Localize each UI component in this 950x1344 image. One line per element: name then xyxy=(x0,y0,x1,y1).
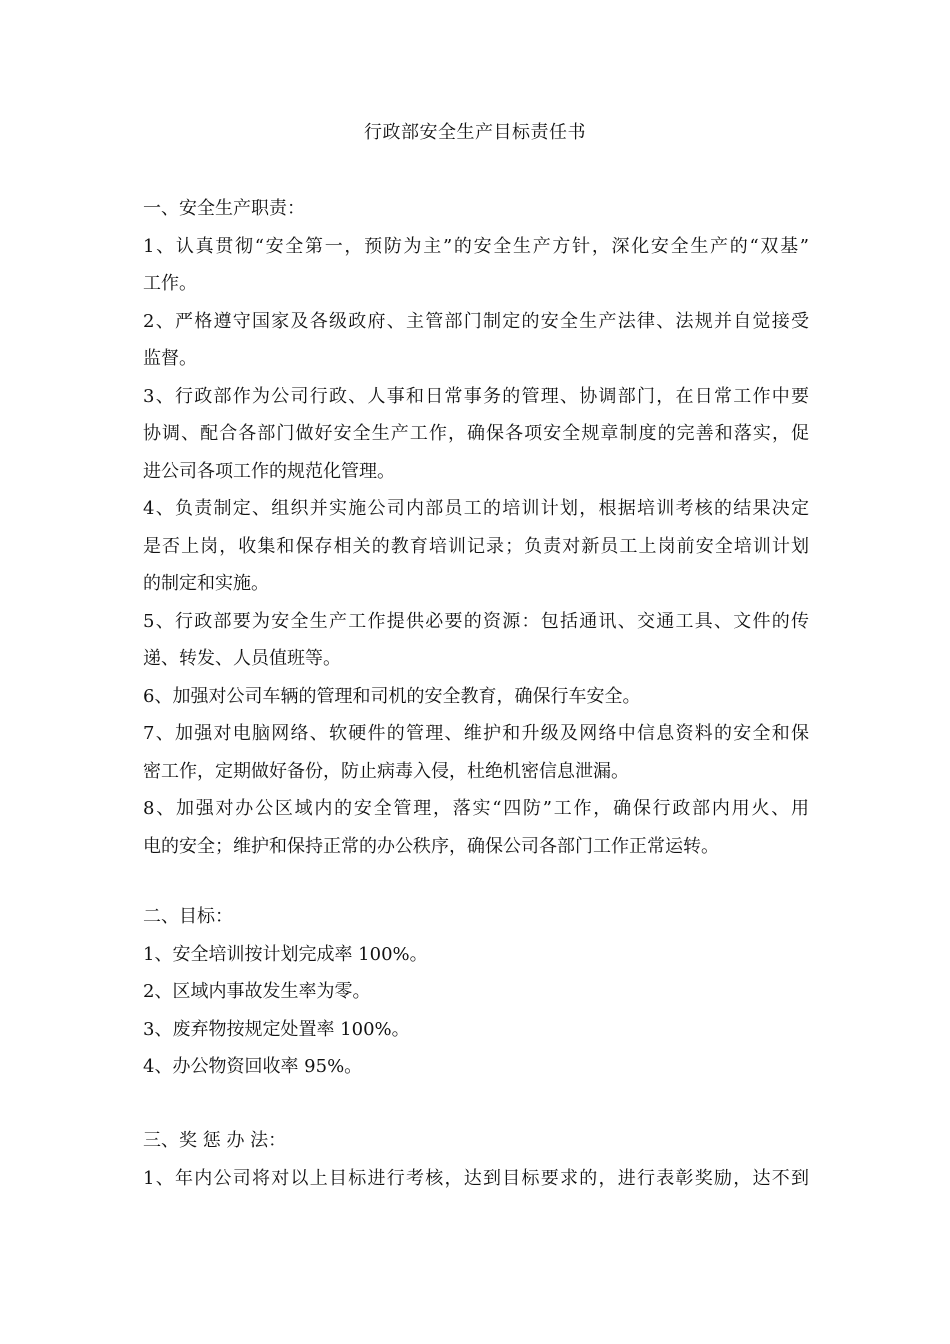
section-rewards-penalties xyxy=(143,1122,809,1197)
section-responsibilities xyxy=(143,190,809,865)
paragraph-line: 进公司各项工作的规范化管理。 xyxy=(143,460,395,482)
section-heading: 二、目标： xyxy=(143,906,233,927)
paragraph-line: 监督。 xyxy=(143,348,197,369)
target-item: 2、区域内事故发生率为零。 xyxy=(143,981,371,1002)
paragraph-line: 1、年内公司将对以上目标进行考核，达到目标要求的，进行表彰奖励，达不到 xyxy=(143,1167,809,1189)
paragraph-line: 4、负责制定、组织并实施公司内部员工的培训计划，根据培训考核的结果决定 xyxy=(143,498,809,519)
paragraph-line: 8、加强对办公区域内的安全管理，落实“四防”工作，确保行政部内用火、用 xyxy=(143,798,809,819)
paragraph-line: 是否上岗，收集和保存相关的教育培训记录；负责对新员工上岗前安全培训计划 xyxy=(143,535,809,557)
paragraph-line: 递、转发、人员值班等。 xyxy=(143,648,341,669)
paragraph-line: 协调、配合各部门做好安全生产工作，确保各项安全规章制度的完善和落实，促 xyxy=(143,423,809,444)
paragraph-line: 5、行政部要为安全生产工作提供必要的资源：包括通讯、交通工具、文件的传 xyxy=(143,610,809,632)
paragraph-line: 1、认真贯彻“安全第一，预防为主”的安全生产方针，深化安全生产的“双基” xyxy=(143,235,809,257)
paragraph-line: 7、加强对电脑网络、软硬件的管理、维护和升级及网络中信息资料的安全和保 xyxy=(143,723,809,744)
section-heading: 一、安全生产职责： xyxy=(143,198,305,219)
document-title: 行政部安全生产目标责任书 xyxy=(364,122,586,143)
paragraph-line: 3、行政部作为公司行政、人事和日常事务的管理、协调部门，在日常工作中要 xyxy=(143,385,809,407)
paragraph-line: 电的安全；维护和保持正常的办公秩序，确保公司各部门工作正常运转。 xyxy=(143,835,719,857)
paragraph-line: 2、严格遵守国家及各级政府、主管部门制定的安全生产法律、法规并自觉接受 xyxy=(143,310,809,332)
target-item: 3、废弃物按规定处置率 100%。 xyxy=(143,1018,410,1040)
paragraph-line: 密工作，定期做好备份，防止病毒入侵，杜绝机密信息泄漏。 xyxy=(143,760,629,782)
section-targets xyxy=(143,898,809,1086)
paragraph-line: 的制定和实施。 xyxy=(143,573,269,594)
paragraph-line: 6、加强对公司车辆的管理和司机的安全教育，确保行车安全。 xyxy=(143,685,641,707)
target-item: 1、安全培训按计划完成率 100%。 xyxy=(143,943,428,965)
paragraph-line: 工作。 xyxy=(143,273,197,294)
target-item: 4、办公物资回收率 95%。 xyxy=(143,1056,363,1077)
section-heading: 三、奖 惩 办 法： xyxy=(143,1130,287,1151)
